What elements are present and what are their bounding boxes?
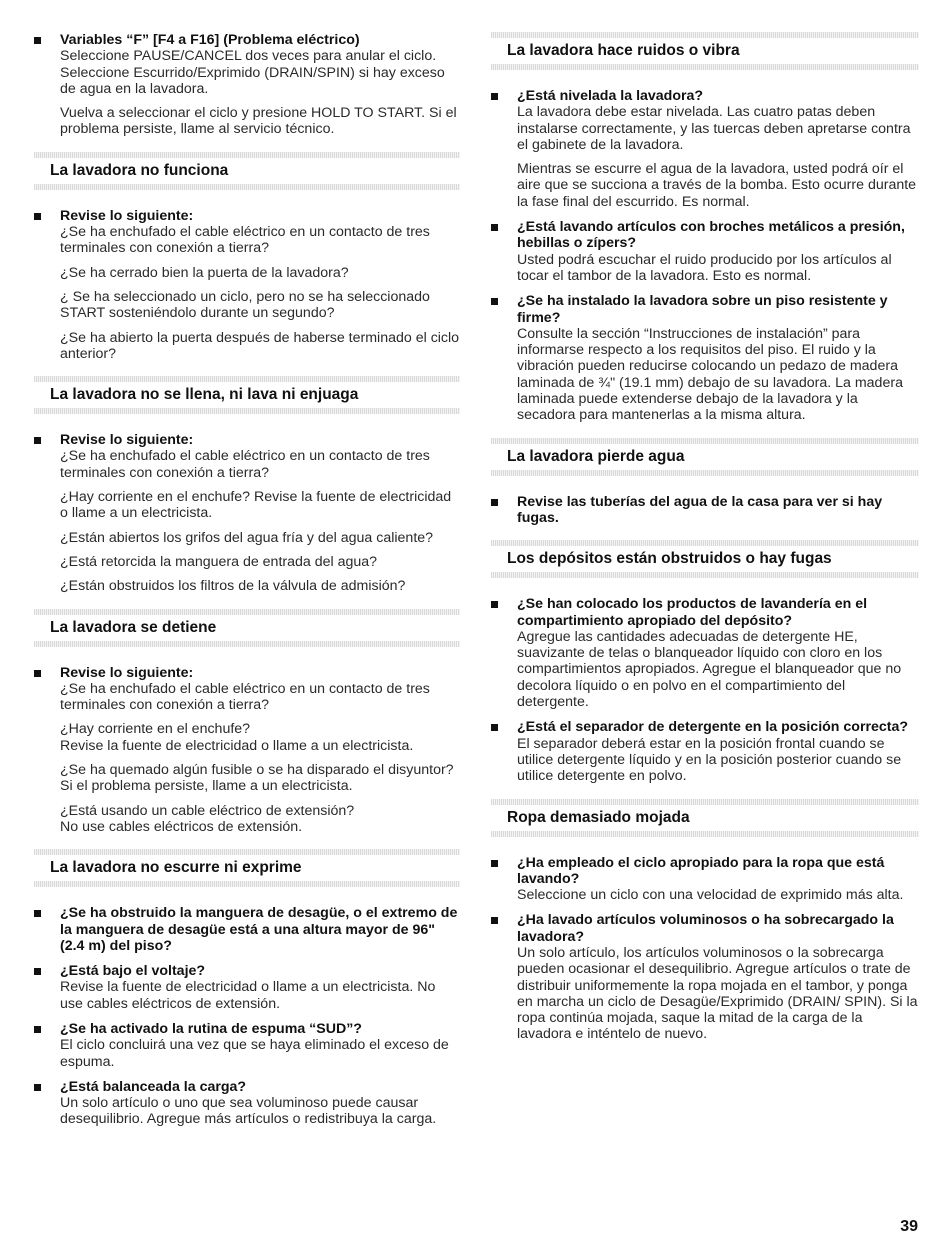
section-title: La lavadora no escurre ni exprime	[50, 859, 302, 877]
paragraph: Consulte la sección “Instrucciones de instalación” para informarse respecto a los requisitos del piso. El ruido y la vibración pueden reducirse colocando un pedazo de madera laminada de ¾" (19.1 mm) debajo de su lavadora. La madera laminada puede extenderse debajo de la lavadora y la secadora para mantenerlas a la misma altura.	[517, 325, 903, 424]
section-title: La lavadora hace ruidos o vibra	[507, 42, 740, 59]
paragraph: Mientras se escurre el agua de la lavadora, usted podrá oír el aire que se succiona a través de la bomba. Esto ocurre durante la fase final del escurrido. Es normal.	[517, 161, 917, 210]
item-title: ¿Está el separador de detergente en la posición correcta?	[517, 719, 909, 736]
item-title: ¿Está nivelada la lavadora?	[517, 88, 704, 104]
page-number: 39	[900, 1218, 918, 1235]
paragraph: Seleccione un ciclo con una velocidad de exprimido más alta.	[517, 887, 904, 904]
right-column	[491, 32, 919, 1052]
list-item	[34, 32, 460, 138]
paragraph: ¿Está usando un cable eléctrico de extensión?	[60, 802, 355, 819]
item-title: ¿Está bajo el voltaje?	[60, 963, 206, 980]
list-item	[34, 963, 460, 1012]
list-item	[491, 855, 919, 904]
bullet-icon	[34, 968, 41, 975]
section-heading-bar	[34, 609, 460, 647]
bullet-icon	[491, 224, 498, 231]
paragraph: ¿Se ha quemado algún fusible o se ha disparado el disyuntor?	[60, 762, 454, 779]
list-item	[491, 719, 919, 784]
left-column	[34, 32, 460, 1137]
paragraph: ¿Están abiertos los grifos del agua fría y del agua caliente?	[60, 529, 434, 546]
item-title: ¿Está balanceada la carga?	[60, 1078, 247, 1095]
paragraph: ¿Se ha abierto la puerta después de haberse terminado el ciclo anterior?	[60, 329, 460, 362]
item-title: ¿Se ha instalado la lavadora sobre un piso resistente y firme?	[517, 293, 888, 326]
bullet-icon	[34, 1026, 41, 1033]
item-title: Revise lo siguiente:	[60, 432, 194, 449]
bullet-icon	[491, 601, 498, 608]
paragraph: Vuelva a seleccionar el ciclo y presione HOLD TO START. Si el problema persiste, llame al servicio técnico.	[60, 105, 457, 138]
section-heading-bar	[34, 849, 460, 887]
item-title: ¿Ha lavado artículos voluminosos o ha sobrecargado la lavadora?	[517, 912, 894, 945]
section-title: La lavadora no funciona	[50, 161, 229, 179]
section-heading-bar	[34, 376, 460, 414]
section-heading-bar	[491, 32, 919, 70]
paragraph: La lavadora debe estar nivelada. Las cuatro patas deben instalarse correctamente, y las tuercas deben apretarse contra el gabinete de la lavadora.	[517, 104, 911, 153]
paragraph: ¿Se ha enchufado el cable eléctrico en un contacto de tres terminales con conexión a tierra?	[60, 448, 430, 481]
item-title: ¿Se han colocado los productos de lavandería en el compartimiento apropiado del depósito?	[517, 596, 868, 629]
bullet-icon	[34, 910, 41, 917]
bullet-icon	[34, 1084, 41, 1091]
paragraph: No use cables eléctricos de extensión.	[60, 818, 303, 835]
bullet-icon	[491, 917, 498, 924]
list-item	[491, 494, 919, 527]
list-item	[34, 432, 460, 594]
paragraph: ¿Hay corriente en el enchufe?	[60, 721, 251, 738]
paragraph: ¿Se ha enchufado el cable eléctrico en un contacto de tres terminales con conexión a tierra?	[60, 224, 430, 257]
list-item	[491, 88, 919, 210]
paragraph: Un solo artículo o uno que sea voluminoso puede causar desequilibrio. Agregue más artículos o redistribuya la carga.	[60, 1095, 437, 1128]
bullet-icon	[34, 437, 41, 444]
paragraph: Un solo artículo, los artículos voluminosos o la sobrecarga pueden ocasionar el desequilibrio. Agregue artículos o trate de distribuir uniformemente la ropa mojada en el tambor, y ponga en marcha un ciclo de Desagüe/Exprimido (DRAIN/ SPIN). Si la ropa continúa mojada, saque la mitad de la carga de la lavadora e inténtelo de nuevo.	[517, 944, 918, 1043]
paragraph: Revise la fuente de electricidad o llame a un electricista. No use cables eléctricos de extensión.	[60, 979, 436, 1012]
list-item	[491, 219, 919, 284]
paragraph: Agregue las cantidades adecuadas de detergente HE, suavizante de telas o blanqueador líquido con cloro en los compartimientos apropiados. Agregue el blanqueador que no decolora líquido o en polvo en el compartimiento del detergente.	[517, 628, 902, 711]
paragraph: ¿ Se ha seleccionado un ciclo, pero no se ha seleccionado START sosteniéndolo durante un segundo?	[60, 288, 430, 322]
paragraph: ¿Están obstruidos los filtros de la válvula de admisión?	[60, 578, 406, 595]
item-title: Revise lo siguiente:	[60, 664, 194, 681]
paragraph: ¿Está retorcida la manguera de entrada del agua?	[60, 553, 378, 570]
section-heading-bar	[491, 799, 919, 837]
item-title: Revise las tuberías del agua de la casa para ver si hay fugas.	[517, 493, 883, 526]
section-title: Ropa demasiado mojada	[507, 808, 690, 826]
section-title: La lavadora se detiene	[50, 618, 217, 636]
section-title: La lavadora no se llena, ni lava ni enjuaga	[50, 386, 359, 404]
paragraph: Revise la fuente de electricidad o llame a un electricista.	[60, 737, 414, 754]
bullet-icon	[491, 860, 498, 867]
list-item	[491, 293, 919, 423]
paragraph: ¿Se ha enchufado el cable eléctrico en un contacto de tres terminales con conexión a tierra?	[60, 680, 430, 714]
section-title: Los depósitos están obstruidos o hay fugas	[507, 550, 832, 568]
paragraph: ¿Hay corriente en el enchufe? Revise la fuente de electricidad o llame a un electricista.	[60, 489, 452, 522]
bullet-icon	[491, 93, 498, 100]
item-title: ¿Se ha activado la rutina de espuma “SUD”?	[60, 1020, 362, 1037]
bullet-icon	[34, 670, 41, 677]
paragraph: Usted podrá escuchar el ruido producido por los artículos al tocar el tambor de la lavadora. Esto es normal.	[517, 251, 892, 284]
list-item	[34, 905, 460, 954]
section-heading-bar	[491, 438, 919, 476]
paragraph: El separador deberá estar en la posición frontal cuando se utilice detergente líquido y en la posición posterior cuando se utilice detergente en polvo.	[517, 735, 902, 785]
section-title: La lavadora pierde agua	[507, 447, 685, 465]
item-title: ¿Ha empleado el ciclo apropiado para la ropa que está lavando?	[517, 854, 885, 887]
list-item	[34, 1021, 460, 1070]
paragraph: El ciclo concluirá una vez que se haya eliminado el exceso de espuma.	[60, 1037, 449, 1070]
item-title: Revise lo siguiente:	[60, 207, 194, 224]
paragraph: Si el problema persiste, llame a un electricista.	[60, 778, 353, 795]
bullet-icon	[34, 37, 41, 44]
paragraph: Seleccione PAUSE/CANCEL dos veces para anular el ciclo. Seleccione Escurrido/Exprimido (DRAIN/SPIN) si hay exceso de agua en la lavadora.	[60, 48, 445, 97]
bullet-icon	[491, 724, 498, 731]
bullet-icon	[491, 298, 498, 305]
item-title: ¿Está lavando artículos con broches metálicos a presión, hebillas o zípers?	[517, 219, 905, 252]
list-item	[34, 208, 460, 362]
list-item	[491, 912, 919, 1042]
item-title: Variables “F” [F4 a F16] (Problema eléctrico)	[60, 32, 360, 48]
section-heading-bar	[34, 152, 460, 190]
bullet-icon	[491, 499, 498, 506]
list-item	[34, 1079, 460, 1128]
list-item	[34, 665, 460, 836]
item-title: ¿Se ha obstruido la manguera de desagüe, o el extremo de la manguera de desagüe está a una altura mayor de 96" (2.4 m) del piso?	[60, 905, 458, 954]
paragraph: ¿Se ha cerrado bien la puerta de la lavadora?	[60, 264, 349, 281]
section-heading-bar	[491, 540, 919, 578]
bullet-icon	[34, 213, 41, 220]
list-item	[491, 596, 919, 710]
